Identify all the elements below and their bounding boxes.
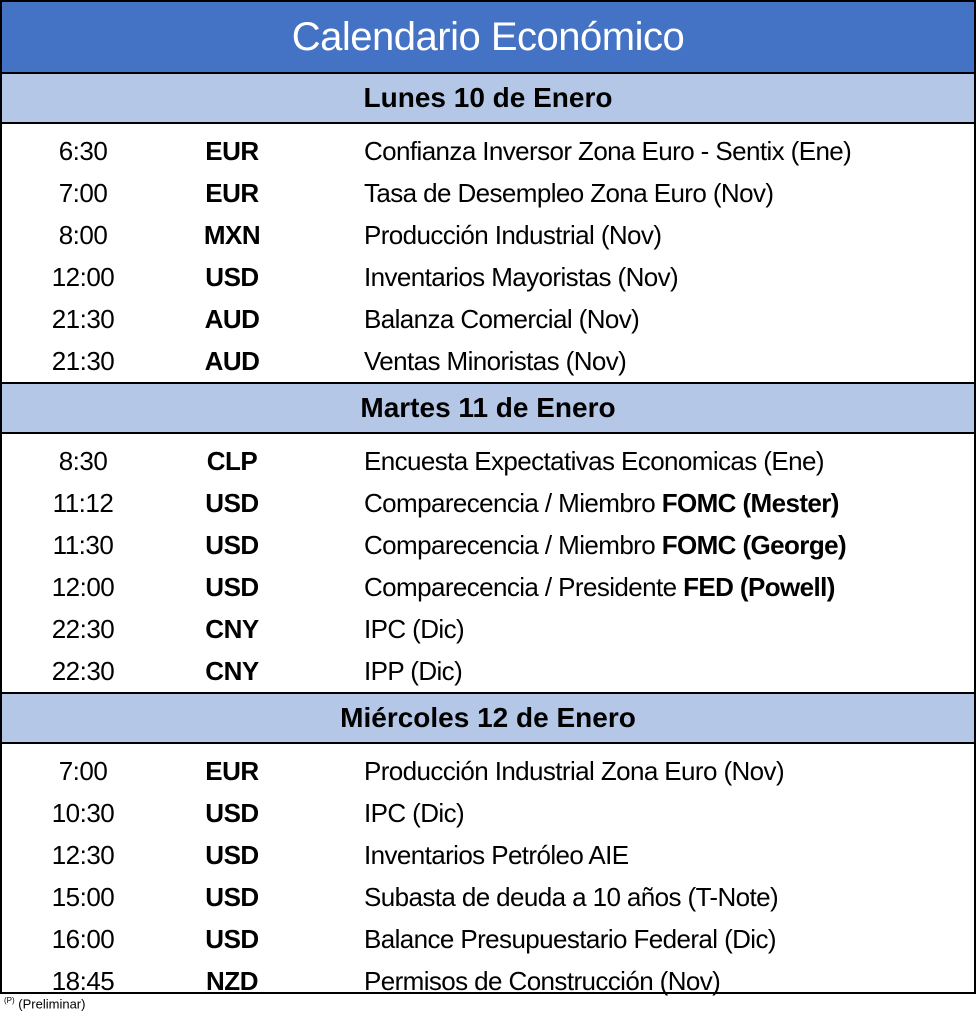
event-currency: CLP — [206, 445, 258, 476]
event-description — [300, 614, 464, 645]
event-currency: USD — [205, 487, 259, 518]
event-description — [300, 840, 629, 871]
event-text: Confianza Inversor Zona Euro - Sentix (Ene) — [364, 135, 852, 166]
event-row — [2, 918, 974, 960]
event-time: 8:00 — [58, 219, 108, 250]
event-row — [2, 960, 974, 1002]
day-section — [2, 382, 974, 692]
event-currency: NZD — [206, 965, 258, 996]
event-time: 7:00 — [58, 177, 108, 208]
day-header: Martes 11 de Enero — [2, 382, 974, 434]
event-time: 22:30 — [51, 655, 115, 686]
event-currency: CNY — [205, 655, 259, 686]
day-section — [2, 74, 974, 382]
event-row — [2, 256, 974, 298]
event-time: 7:00 — [58, 755, 108, 786]
event-currency: CNY — [205, 613, 259, 644]
event-description — [300, 488, 839, 519]
event-description — [300, 756, 784, 787]
event-text: Tasa de Desempleo Zona Euro (Nov) — [364, 177, 774, 208]
event-list — [2, 124, 974, 382]
event-row — [2, 524, 974, 566]
event-text: Balanza Comercial (Nov) — [364, 303, 640, 334]
footnote — [4, 996, 85, 1011]
event-text: IPC (Dic) — [364, 797, 465, 828]
event-row — [2, 440, 974, 482]
event-description — [300, 136, 851, 167]
event-currency: USD — [205, 881, 259, 912]
event-time: 21:30 — [51, 303, 115, 334]
event-row — [2, 130, 974, 172]
event-text: Inventarios Petróleo AIE — [364, 839, 629, 870]
event-currency: EUR — [205, 177, 259, 208]
event-text: IPC (Dic) — [364, 613, 465, 644]
event-currency: USD — [205, 797, 259, 828]
event-time: 8:30 — [58, 445, 108, 476]
event-row — [2, 876, 974, 918]
event-time: 15:00 — [51, 881, 115, 912]
event-description — [300, 656, 462, 687]
event-currency: EUR — [205, 755, 259, 786]
event-currency: USD — [205, 571, 259, 602]
event-time: 21:30 — [51, 345, 115, 376]
event-currency: MXN — [203, 219, 261, 250]
event-row — [2, 298, 974, 340]
event-currency: USD — [205, 529, 259, 560]
event-text: Encuesta Expectativas Economicas (Ene) — [364, 445, 824, 476]
event-description — [300, 572, 835, 603]
event-text: Subasta de deuda a 10 años (T-Note) — [364, 881, 779, 912]
event-text: Comparecencia / Miembro — [364, 487, 662, 518]
event-time: 11:12 — [52, 487, 114, 518]
event-row — [2, 340, 974, 382]
event-time: 12:00 — [51, 261, 115, 292]
event-row — [2, 566, 974, 608]
event-description — [300, 530, 846, 561]
event-currency: USD — [205, 261, 259, 292]
event-text-bold: FOMC (George) — [661, 529, 847, 560]
event-text-bold: FED (Powell) — [683, 571, 835, 602]
event-text: Permisos de Construcción (Nov) — [364, 965, 721, 996]
event-currency: AUD — [204, 345, 260, 376]
event-text: Comparecencia / Presidente — [364, 571, 684, 602]
event-list — [2, 434, 974, 692]
event-description — [300, 262, 678, 293]
event-description — [300, 966, 720, 997]
event-row — [2, 650, 974, 692]
event-text: Producción Industrial Zona Euro (Nov) — [364, 755, 785, 786]
event-currency: EUR — [205, 135, 259, 166]
event-row — [2, 792, 974, 834]
footnote-marker: (P) — [4, 996, 15, 1005]
event-time: 12:30 — [51, 839, 115, 870]
event-description — [300, 178, 773, 209]
day-header: Miércoles 12 de Enero — [2, 692, 974, 744]
event-description — [300, 304, 639, 335]
event-description — [300, 798, 464, 829]
event-currency: AUD — [204, 303, 260, 334]
event-text: Comparecencia / Miembro — [364, 529, 662, 560]
event-text: Ventas Minoristas (Nov) — [364, 345, 627, 376]
event-row — [2, 214, 974, 256]
event-description — [300, 220, 661, 251]
event-text: Producción Industrial (Nov) — [364, 219, 662, 250]
event-time: 11:30 — [52, 529, 114, 560]
event-currency: USD — [205, 839, 259, 870]
day-header: Lunes 10 de Enero — [2, 74, 974, 124]
event-description — [300, 924, 776, 955]
calendar-title: Calendario Económico — [2, 2, 974, 74]
event-time: 16:00 — [51, 923, 115, 954]
event-description — [300, 446, 824, 477]
event-time: 22:30 — [51, 613, 115, 644]
event-time: 10:30 — [51, 797, 115, 828]
footnote-text: (Preliminar) — [18, 996, 86, 1012]
event-text: Balance Presupuestario Federal (Dic) — [364, 923, 776, 954]
event-row — [2, 750, 974, 792]
event-description — [300, 882, 778, 913]
day-section — [2, 692, 974, 1002]
event-list — [2, 744, 974, 1002]
event-time: 18:45 — [51, 965, 115, 996]
event-time: 6:30 — [58, 135, 108, 166]
event-text: IPP (Dic) — [364, 655, 463, 686]
event-row — [2, 834, 974, 876]
event-row — [2, 172, 974, 214]
event-time: 12:00 — [51, 571, 115, 602]
event-row — [2, 482, 974, 524]
event-description — [300, 346, 626, 377]
event-text: Inventarios Mayoristas (Nov) — [364, 261, 679, 292]
event-currency: USD — [205, 923, 259, 954]
event-text-bold: FOMC (Mester) — [661, 487, 839, 518]
event-row — [2, 608, 974, 650]
